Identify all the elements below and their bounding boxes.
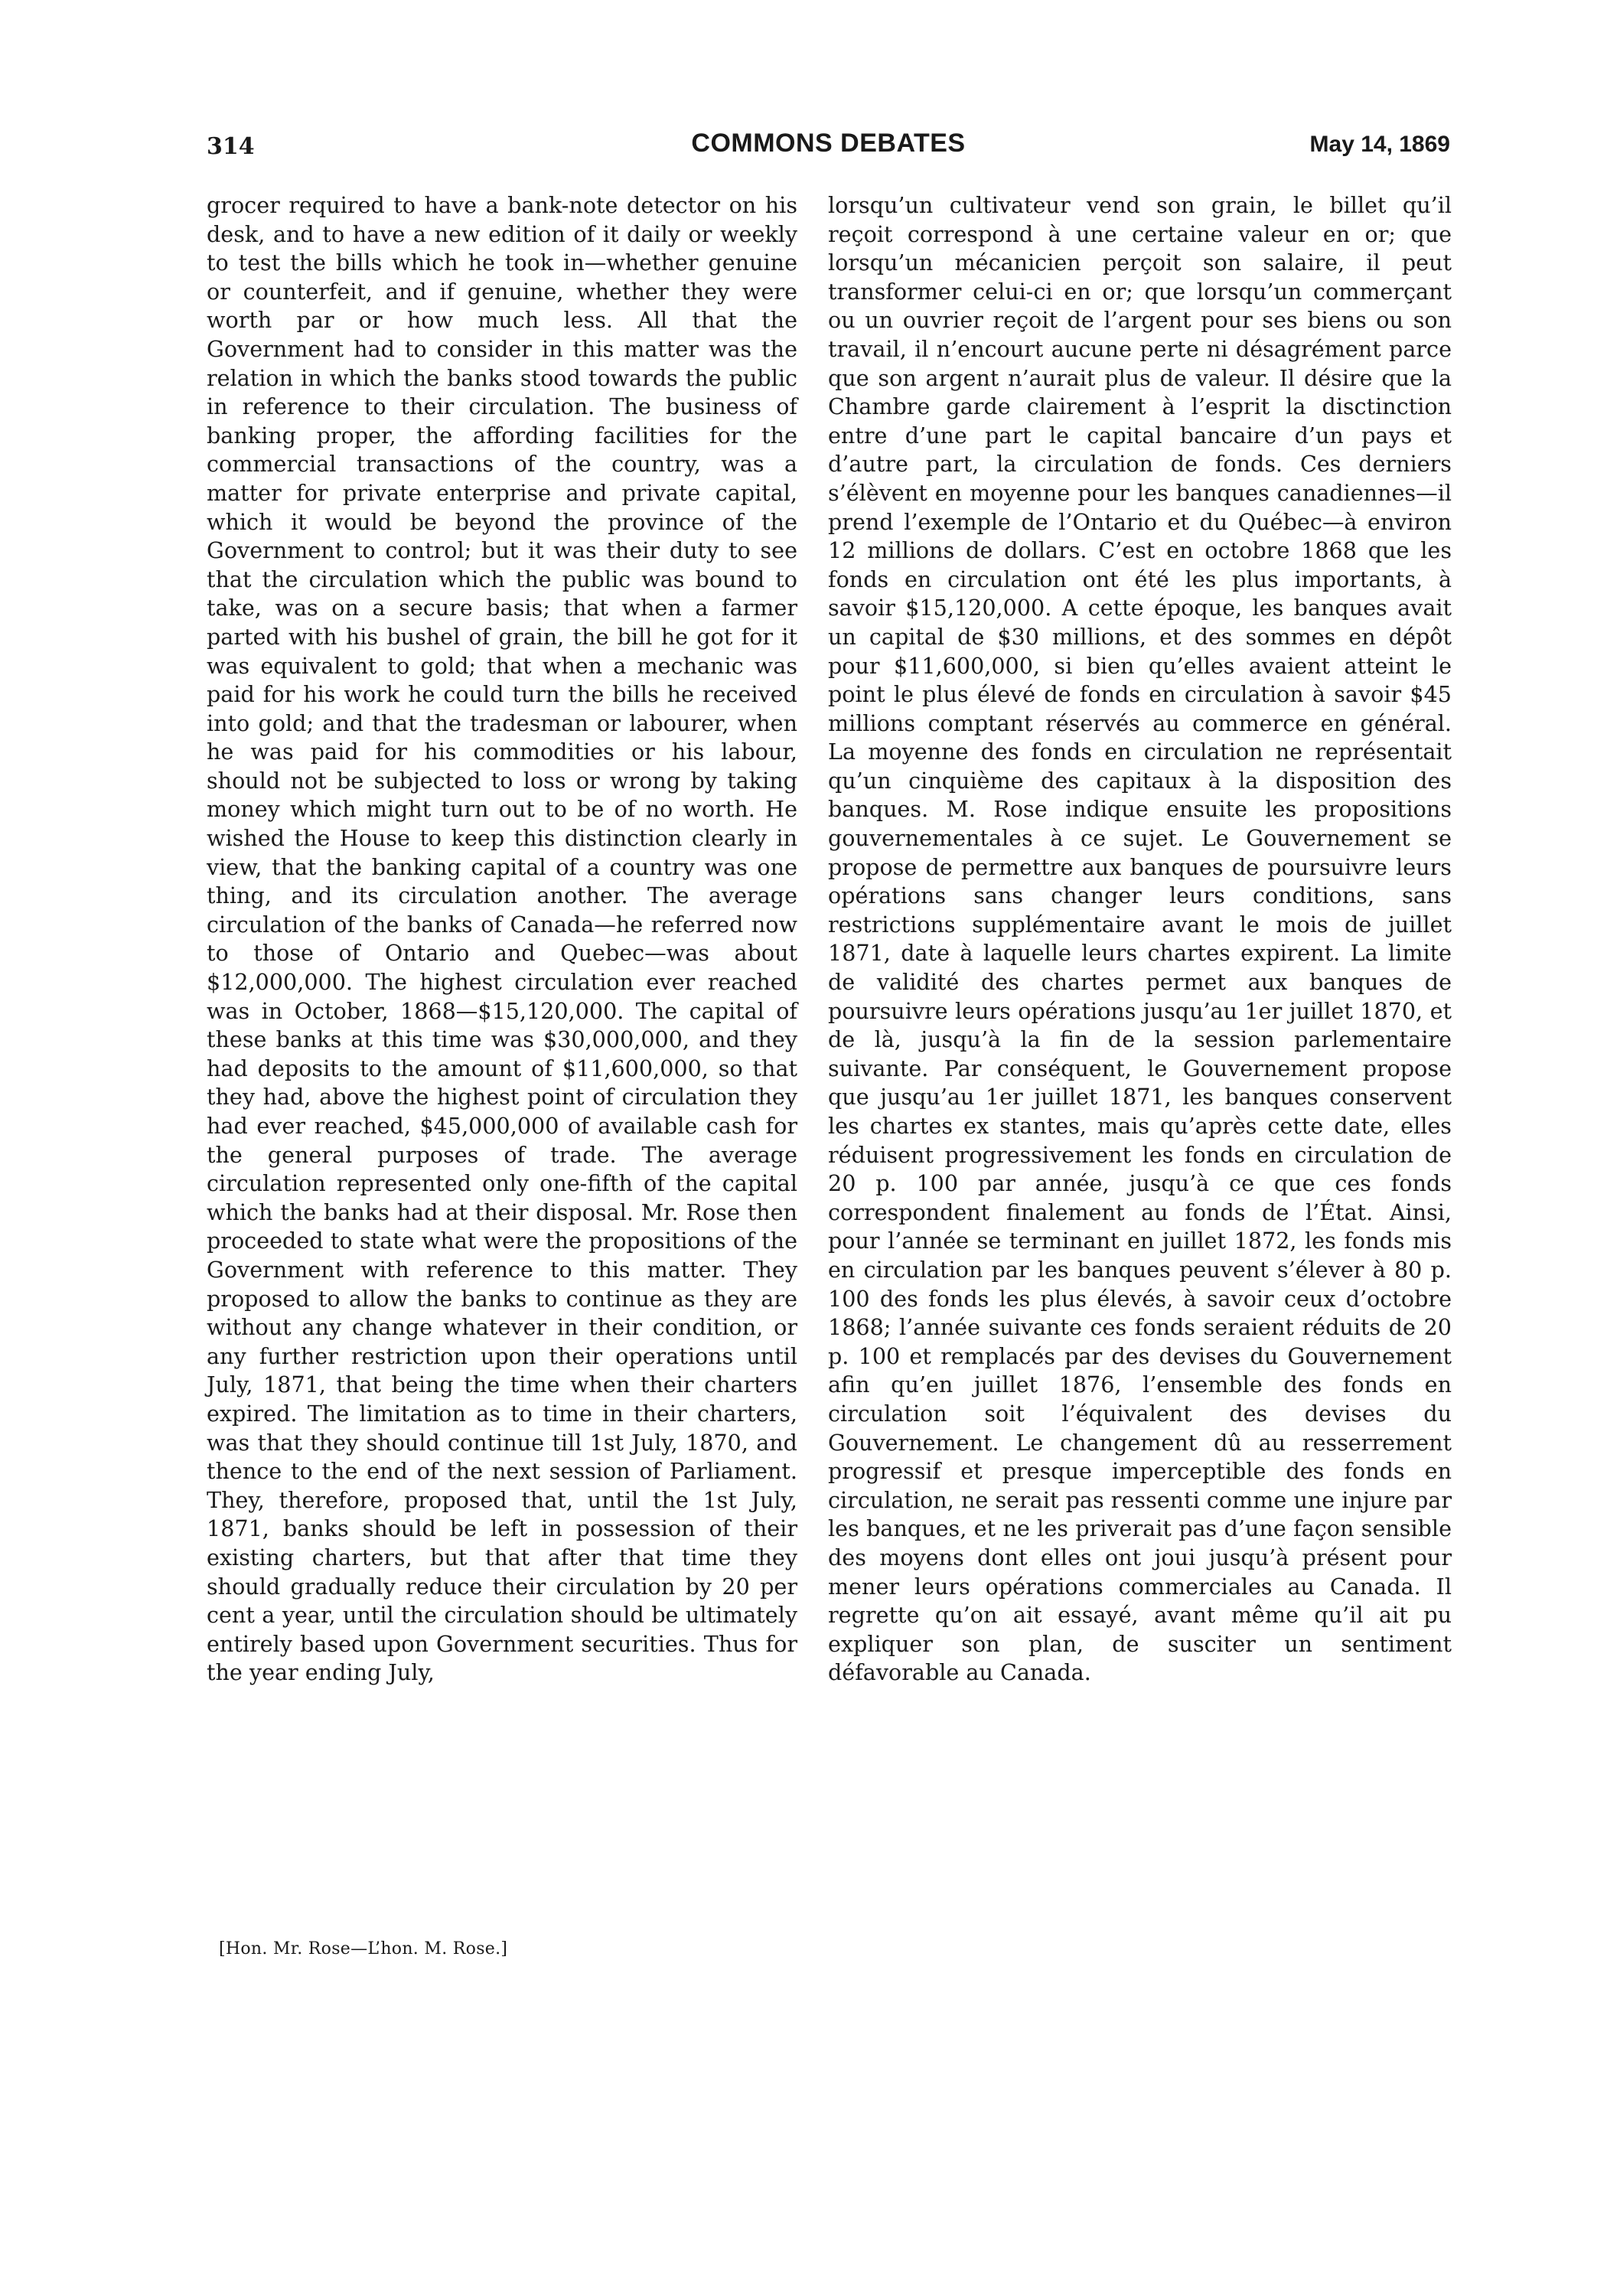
page-number: 314 xyxy=(207,133,255,160)
french-paragraph: lorsqu’un cultivateur vend son grain, le billet qu’il reçoit correspond à une certaine valeur en or; que lorsqu’un mécanicien perçoit son salaire, il peut transformer celui-ci en or; que lorsqu’un commerçant ou un ouvrier reçoit de l’argent pour ses biens ou son travail, il n’encourt aucune perte ni désagrément parce que son argent n’aurait plus de valeur. Il désire que la Chambre garde clairement à l’esprit la disctinction entre d’une part le capital bancaire d’un pays et d’autre part, la circulation de fonds. Ces derniers s’élèvent en moyenne pour les banques canadiennes—il prend l’exemple de l’Ontario et du Québec—à environ 12 millions de dollars. C’est en octobre 1868 que les fonds en circulation ont été les plus importants, à savoir $15,120,000. A cette époque, les banques avait un capital de $30 millions, et des sommes en dépôt pour $11,600,000, si bien qu’elles avaient atteint le point le plus élevé de fonds en circulation à savoir $45 millions comptant réservés au commerce en général. La moyenne des fonds en circulation ne représentait qu’un cinquième des capitaux à la disposition des banques. M. Rose indique ensuite les propositions gouvernementales à ce sujet. Le Gouvernement se propose de permettre aux banques de poursuivre leurs opérations sans changer leurs conditions, sans restrictions supplémentaire avant le mois de juillet 1871, date à laquelle leurs chartes expirent. La limite de validité des chartes permet aux banques de poursuivre leurs opérations jusqu’au 1er juillet 1870, et de là, jusqu’à la fin de la session parlementaire suivante. Par conséquent, le Gouvernement propose que jusqu’au 1er juillet 1871, les banques conservent les chartes ex stantes, mais qu’après cette date, elles réduisent progressivement les fonds en circulation de 20 p. 100 par année, jusqu’à ce que ces fonds correspondent finalement au fonds de l’État. Ainsi, pour l’année se terminant en juillet 1872, les fonds mis en circulation par les banques peuvent s’élever à 80 p. 100 des fonds les plus élevés, à savoir ceux d’octobre 1868; l’année suivante ces fonds seraient réduits de 20 p. 100 et remplacés par des devises du Gouvernement afin qu’en juillet 1876, l’ensemble des fonds en circulation soit l’équivalent des devises du Gouvernement. Le changement dû au resserrement progressif et presque imperceptible des fonds en circulation, ne serait pas ressenti comme une injure par les banques, et ne les priverait pas d’une façon sensible des moyens dont elles ont joui jusqu’à présent pour mener leurs opérations commerciales au Canada. Il regrette qu’on ait essayé, avant même qu’il ait pu expliquer son plan, de susciter un sentiment défavorable au Canada. xyxy=(828,192,1452,1686)
english-column xyxy=(207,191,797,1688)
page-header xyxy=(207,129,1450,168)
speaker-footnote: [Hon. Mr. Rose—L’hon. M. Rose.] xyxy=(219,1939,508,1958)
french-column xyxy=(828,191,1452,1688)
header-date: May 14, 1869 xyxy=(1309,132,1450,157)
running-title: COMMONS DEBATES xyxy=(691,129,966,158)
english-paragraph: grocer required to have a bank-note detector on his desk, and to have a new edition of it daily or weekly to test the bills which he took in—whether genuine or counterfeit, and if genuine, whether they were worth par or how much less. All that the Government had to consider in this matter was the relation in which the banks stood towards the public in reference to their circulation. The business of banking proper, the affording facilities for the commercial transactions of the country, was a matter for private enterprise and private capital, which it would be beyond the province of the Government to control; but it was their duty to see that the circulation which the public was bound to take, was on a secure basis; that when a farmer parted with his bushel of grain, the bill he got for it was equivalent to gold; that when a mechanic was paid for his work he could turn the bills he received into gold; and that the tradesman or labourer, when he was paid for his commodities or his labour, should not be subjected to loss or wrong by taking money which might turn out to be of no worth. He wished the House to keep this distinction clearly in view, that the banking capital of a country was one thing, and its circulation another. The average circulation of the banks of Canada—he referred now to those of Ontario and Quebec—was about $12,000,000. The highest circulation ever reached was in October, 1868—$15,120,000. The capital of these banks at this time was $30,000,000, and they had deposits to the amount of $11,600,000, so that they had, above the highest point of circulation they had ever reached, $45,000,000 of available cash for the general purposes of trade. The average circulation represented only one-fifth of the capital which the banks had at their disposal. Mr. Rose then proceeded to state what were the propositions of the Government with reference to this matter. They proposed to allow the banks to continue as they are without any change whatever in their condition, or any further restriction upon their operations until July, 1871, that being the time when their charters expired. The limitation as to time in their charters, was that they should continue till 1st July, 1870, and thence to the end of the next session of Parliament. They, therefore, proposed that, until the 1st July, 1871, banks should be left in possession of their existing charters, but that after that time they should gradually reduce their circulation by 20 per cent a year, until the circulation should be ultimately entirely based upon Government securities. Thus for the year ending July, xyxy=(207,192,797,1686)
